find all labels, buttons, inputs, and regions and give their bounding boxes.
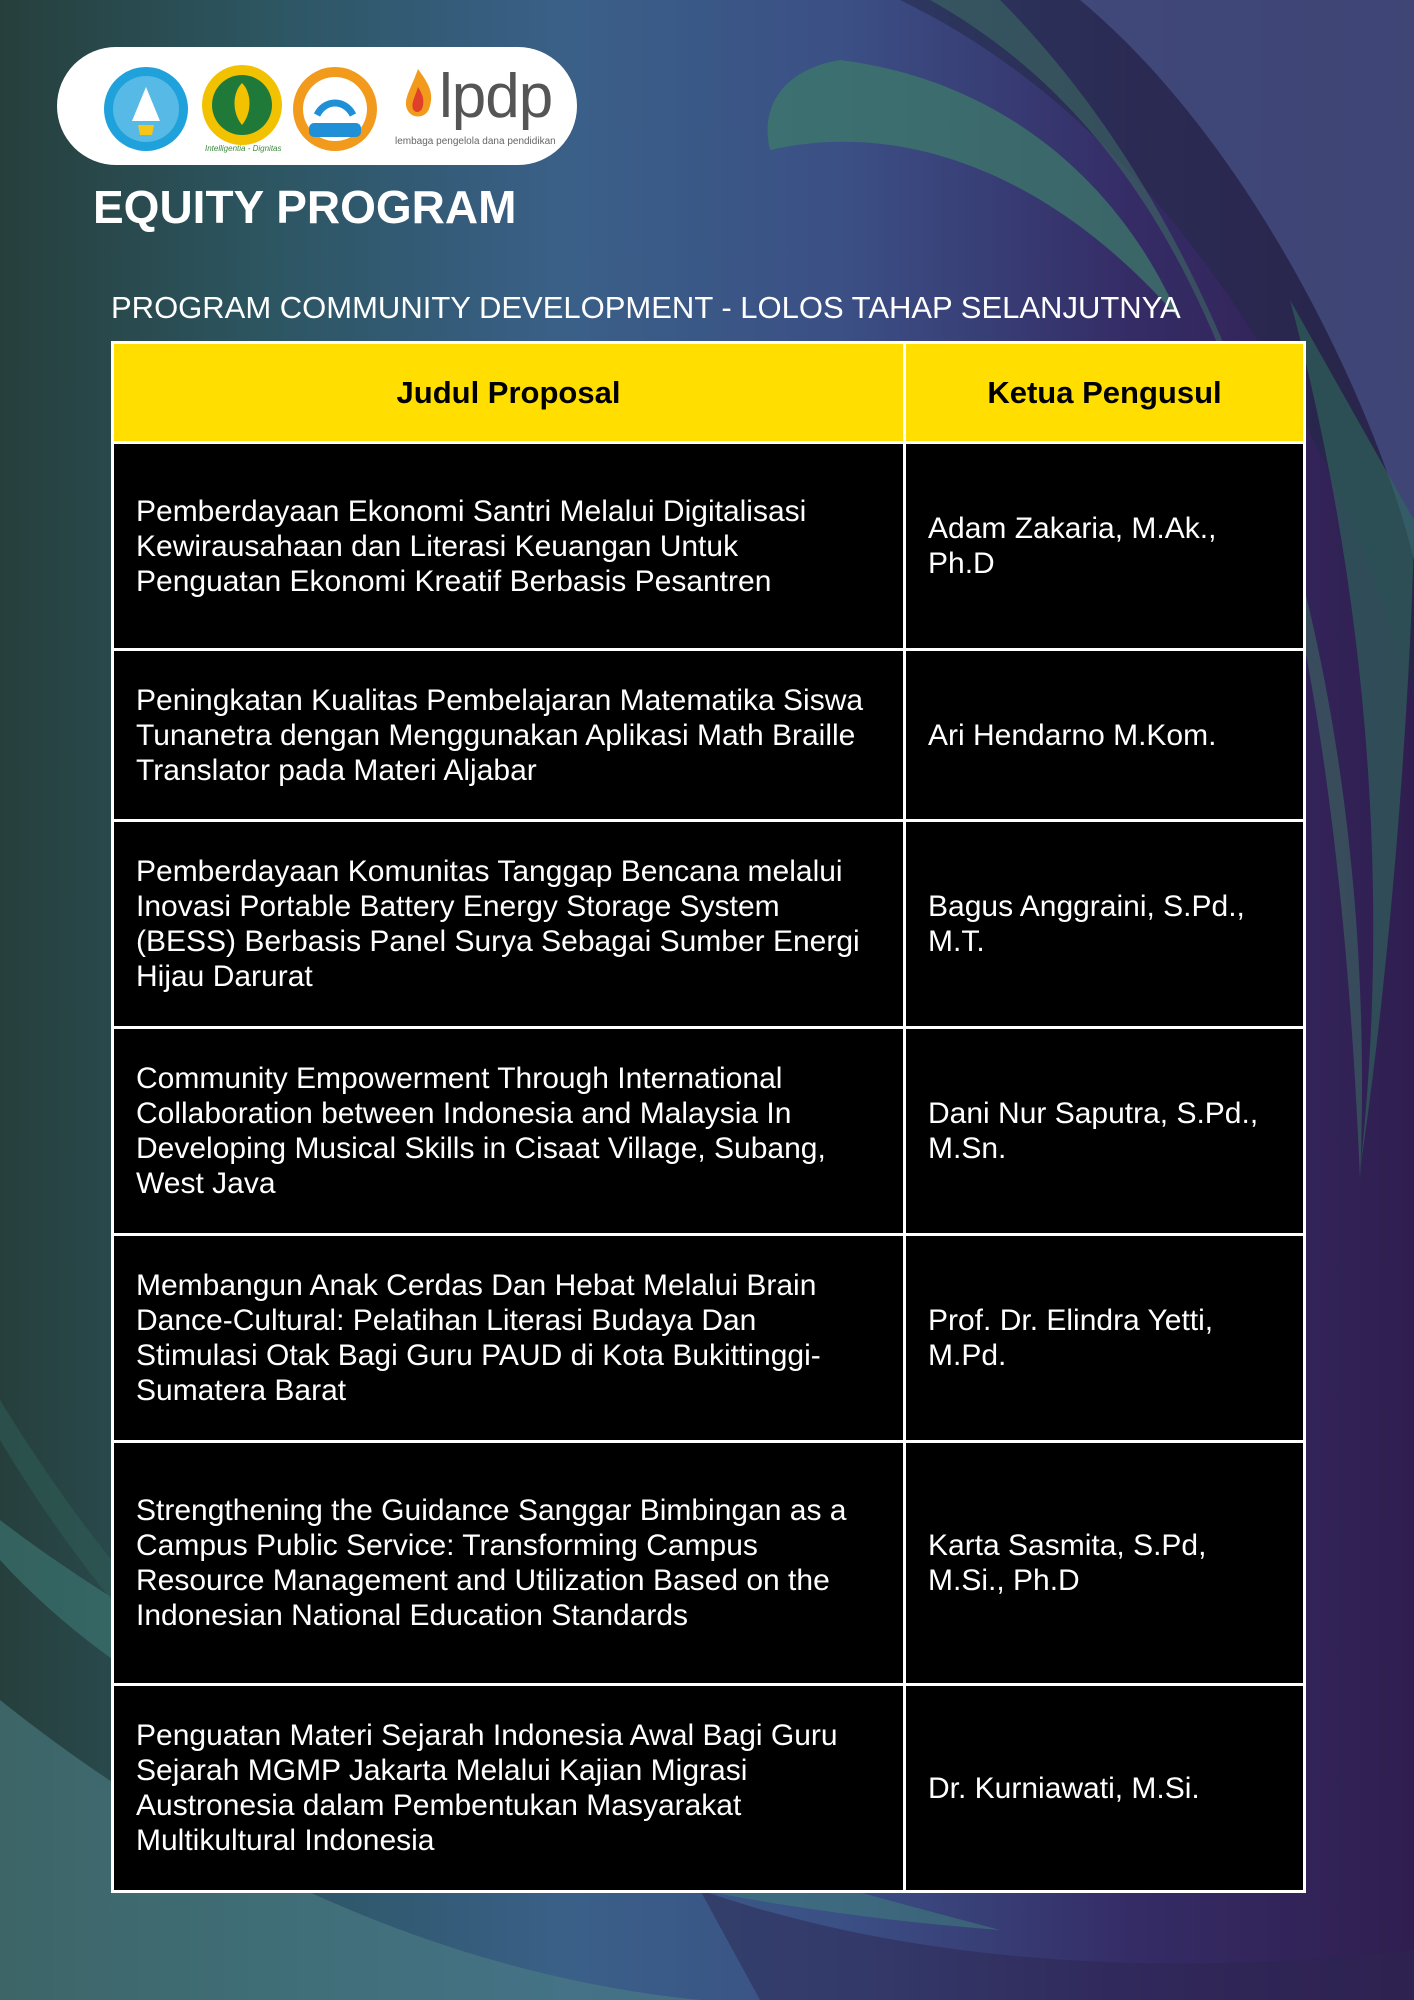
proposal-table <box>111 341 1306 1893</box>
logo-bar <box>57 47 577 165</box>
column-header-ketua: Ketua Pengusul <box>905 343 1305 443</box>
column-header-judul: Judul Proposal <box>113 343 905 443</box>
table-row <box>113 821 1305 1028</box>
table-header-row <box>113 343 1305 443</box>
proposal-title: Penguatan Materi Sejarah Indonesia Awal Bagi Guru Sejarah MGMP Jakarta Melalui Kajian Migrasi Austronesia dalam Pembentukan Masyarakat Multikultural Indonesia <box>113 1685 905 1892</box>
table-row <box>113 1028 1305 1235</box>
page-subtitle: PROGRAM COMMUNITY DEVELOPMENT - LOLOS TAHAP SELANJUTNYA <box>111 290 1181 325</box>
proposal-title: Pemberdayaan Ekonomi Santri Melalui Digitalisasi Kewirausahaan dan Literasi Keuangan Untuk Penguatan Ekonomi Kreatif Berbasis Pesantren <box>113 443 905 650</box>
page-title: EQUITY PROGRAM <box>93 181 517 233</box>
lpdp-tagline: lembaga pengelola dana pendidikan <box>395 136 556 147</box>
university-motto: Intelligentia - Dignitas <box>205 144 282 153</box>
proposal-title: Community Empowerment Through International Collaboration between Indonesia and Malaysia In Developing Musical Skills in Cisaat Village, Subang, West Java <box>113 1028 905 1235</box>
table-row <box>113 443 1305 650</box>
table-row <box>113 650 1305 821</box>
proposal-title: Membangun Anak Cerdas Dan Hebat Melalui Brain Dance-Cultural: Pelatihan Literasi Budaya Dan Stimulasi Otak Bagi Guru PAUD di Kota Bukittinggi-Sumatera Barat <box>113 1235 905 1442</box>
tut-wuri-handayani-logo <box>102 65 190 153</box>
proposal-title: Pemberdayaan Komunitas Tanggap Bencana melalui Inovasi Portable Battery Energy Storage System (BESS) Berbasis Panel Surya Sebagai Sumber Energi Hijau Darurat <box>113 821 905 1028</box>
lpdp-flame-icon <box>395 65 441 127</box>
diktisaintek-logo <box>291 65 379 153</box>
proposal-lead: Prof. Dr. Elindra Yetti, M.Pd. <box>905 1235 1305 1442</box>
proposal-lead: Dr. Kurniawati, M.Si. <box>905 1685 1305 1892</box>
lpdp-wordmark: lpdp <box>439 62 553 131</box>
proposal-title: Peningkatan Kualitas Pembelajaran Matematika Siswa Tunanetra dengan Menggunakan Aplikasi Math Braille Translator pada Materi Aljabar <box>113 650 905 821</box>
proposal-title: Strengthening the Guidance Sanggar Bimbingan as a Campus Public Service: Transforming Campus Resource Management and Utilization Based on the Indonesian National Education Standards <box>113 1442 905 1685</box>
table-row <box>113 1685 1305 1892</box>
proposal-lead: Adam Zakaria, M.Ak., Ph.D <box>905 443 1305 650</box>
proposal-lead: Bagus Anggraini, S.Pd., M.T. <box>905 821 1305 1028</box>
proposal-lead: Karta Sasmita, S.Pd, M.Si., Ph.D <box>905 1442 1305 1685</box>
proposal-lead: Dani Nur Saputra, S.Pd., M.Sn. <box>905 1028 1305 1235</box>
university-logo <box>200 65 284 153</box>
table-row <box>113 1235 1305 1442</box>
table-row <box>113 1442 1305 1685</box>
proposal-lead: Ari Hendarno M.Kom. <box>905 650 1305 821</box>
